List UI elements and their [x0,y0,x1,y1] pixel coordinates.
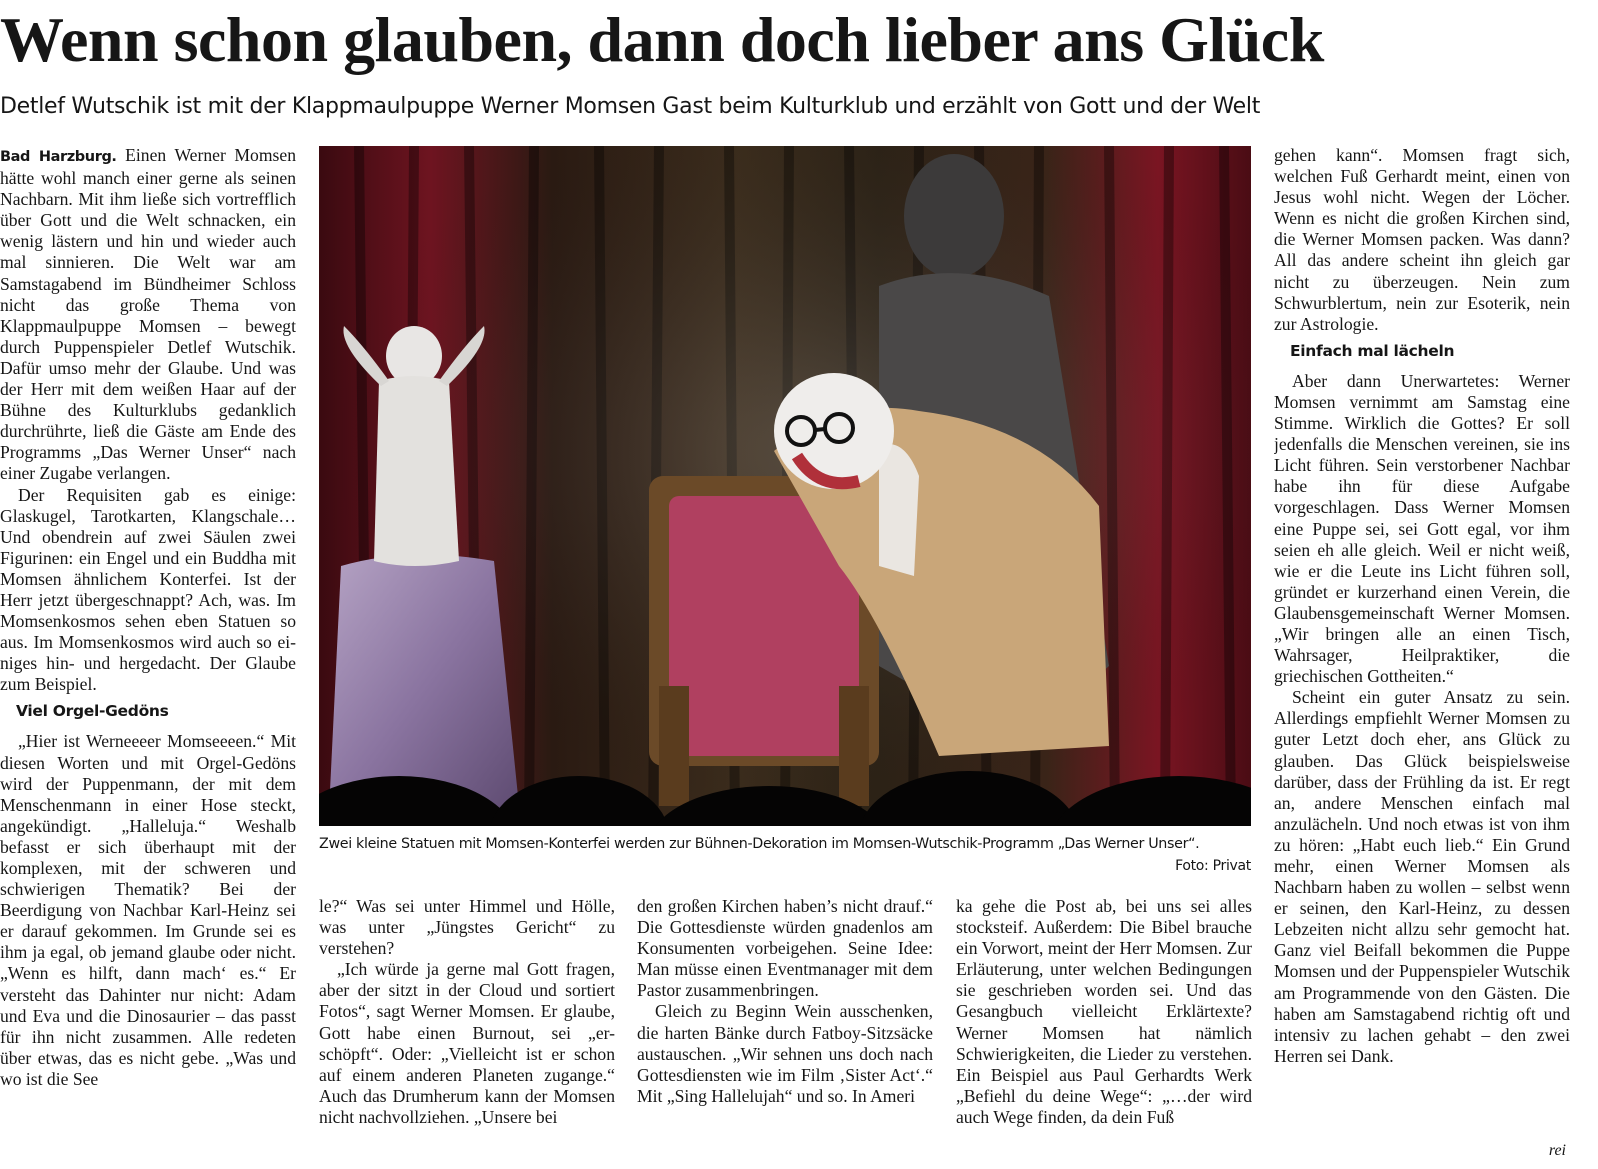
section-heading: Viel Orgel-Gedöns [16,702,169,721]
paragraph: „Hier ist Werneeeer Momseeeen.“ Mit diesen Worten und mit Orgel-Gedöns wird der Puppenmann, der mit dem Menschenmann in einer Hose steckt, angekündigt. „Halleluja.“ Weshalb befasst er sich überhaupt mit der komplexen, mit der schweren und schwierigen Thematik? Bei der Beerdigung von Nachbar Karl-Heinz sei er darauf gekommen. Im Grunde sei es ihm ja egal, ob jemand glaube oder nicht. „Wenn es hilft, dann mach‘ es.“ Er versteht das Dahinter nur nicht: Adam und Eva und die Dinosaurier – das passt für ihn nicht zusammen. Alle redeten über etwas, das es nicht gebe. „Was und wo ist die See [0,731,296,1089]
paragraph: „Ich würde ja gerne mal Gott fragen, aber der sitzt in der Cloud und sortiert Fotos“, sagt Werner Momsen. Er glaube, Gott habe einen Burnout, sei „er-schöpft“. Oder: „Vielleicht ist er schon auf einem anderen Planeten zugange.“ Auch das Drumherum kann der Momsen nicht nachvollziehen. „Unsere bei [319,959,615,1127]
subheadline: Detlef Wutschik ist mit der Klappmaulpuppe Werner Momsen Gast beim Kulturklub und erzählt von Gott und der Welt [0,94,1261,119]
article-column-1 [0,145,296,1169]
paragraph: den großen Kirchen haben’s nicht drauf.“ Die Gottesdienste würden gnadenlos am Konsumenten vorbeigehen. Seine Idee: Man müsse einen Eventmanager mit dem Pastor zusammenbringen. [637,896,933,1001]
headline: Wenn schon glauben, dann doch lieber ans Glück [0,4,1324,75]
author-initials: rei [1548,1141,1566,1159]
paragraph: Aber dann Unerwartetes: Werner Momsen vernimmt am Samstag eine Stimme. Wirklich die Gottes? Er soll jedenfalls die Menschen vereinen, sie ins Licht führen. Sein verstorbener Nachbar habe ihn für diese Aufgabe vorgeschlagen. Dass Werner Momsen eine Puppe sei, sei Gott egal, vor ihm seien eh alle gleich. Weil er nicht weiß, wie er die Leute ins Licht führen soll, gründet er kurzerhand einen Verein, die Glaubensgemeinschaft Werner Momsen. „Wir bringen alle an einen Tisch, Wahrsager, Heilpraktiker, die griechischen Gottheiten.“ [1274,370,1570,687]
paragraph: Scheint ein guter Ansatz zu sein. Allerdings empfiehlt Werner Momsen zu guter Letzt doch eher, ans Glück zu glauben. Das Glück beispielsweise darüber, dass der Frühling da ist. Er regt an, andere Menschen einfach mal anzulächeln. Und noch etwas ist von ihm zu hören: „Habt euch lieb.“ Ein Grund mehr, einen Werner Momsen als Nachbarn haben zu wollen – selbst wenn er seinen, den Karl-Heinz, zu dessen Lebzeiten nicht allzu sehr gemocht hat. Ganz viel Beifall bekommen die Puppe Momsen und der Puppenspieler Wutschik am Programmende von den Gästen. Die haben am Samstagabend richtig oft und intensiv zu lachen gehabt – den zwei Herren sei Dank. [1274,687,1570,1066]
article-column-3 [637,896,933,1169]
paragraph: le?“ Was sei unter Himmel und Hölle, was unter „Jüngstes Gericht“ zu verstehen? [319,896,615,959]
paragraph-text: Einen Werner Momsen hätte wohl manch einer gerne als seinen Nachbarn. Mit ihm ließe sich vortrefflich über Gott und die Welt schnacken, ein wenig lästern und hin und wieder auch mal sinnieren. Die Welt war am Samstagabend im Bündheimer Schloss nicht das große Thema von Klappmaulpuppe Momsen – bewegt durch Puppenspieler Detlef Wutschik. Dafür umso mehr der Glaube. Und was der Herr mit dem weißen Haar auf der Bühne des Kulturklubs gedanklich durchrührte, ließ die Gäste am Ende des Programms „Das Werner Unser“ nach einer Zugabe verlangen. [0,145,296,484]
paragraph: Gleich zu Beginn Wein ausschenken, die harten Bänke durch Fatboy-Sitzsäcke austauschen. „Wir sehnen uns doch nach Gottesdiensten wie im Film ‚Sister Act‘.“ Mit „Sing Hallelujah“ und so. In Ameri [637,1001,933,1106]
paragraph: Der Requisiten gab es einige: Glaskugel, Tarotkarten, Klangschale… Und obendrein auf zwei Säulen zwei Figurinen: ein Engel und ein Buddha mit Momsen ähnlichem Konterfei. Ist der Herr jetzt übergeschnappt? Ach, was. Im Momsenkosmos sehen eben Statuen so aus. Im Momsenkosmos wird auch so einiges hin- und hergedacht. Der Glaube zum Beispiel. [0,484,296,695]
article-column-4 [956,896,1252,1169]
section-heading: Einfach mal lächeln [1290,341,1455,360]
dateline: Bad Harzburg. [0,149,117,165]
photo-caption: Zwei kleine Statuen mit Momsen-Konterfei werden zur Bühnen-Dekoration im Momsen-Wutschik-Programm „Das Werner Unser“. [319,836,1200,852]
paragraph: ka gehe die Post ab, bei uns sei alles stocksteif. Außerdem: Die Bibel brauche ein Vorwort, meint der Herr Momsen. Zur Erläuterung, unter welchen Bedingungen sie geschrieben worden sei. Und das Gesangbuch vielleicht Erklärtexte? Werner Momsen hat nämlich Schwierigkeiten, die Lieder zu verstehen. Ein Beispiel aus Paul Gerhardts Werk „Befiehl du deine Wege“: „…der wird auch Wege finden, da dein Fuß [956,896,1252,1127]
photo-credit: Foto: Privat [1175,858,1251,874]
paragraph: gehen kann“. Momsen fragt sich, welchen Fuß Gerhardt meint, einen von Jesus wohl nicht. Wegen der Löcher. Wenn es nicht die großen Kirchen sind, die Werner Momsen packen. Was dann? All das andere scheint ihn gleich gar nicht zu überzeugen. Nein zum Schwurblertum, nein zur Esoterik, nein zur Astrologie. [1274,145,1570,334]
article-column-2 [319,896,615,1169]
stage-photo-illustration [319,146,1251,826]
article-column-5 [1274,145,1570,1169]
paragraph [0,145,296,485]
article-photo [319,146,1251,826]
